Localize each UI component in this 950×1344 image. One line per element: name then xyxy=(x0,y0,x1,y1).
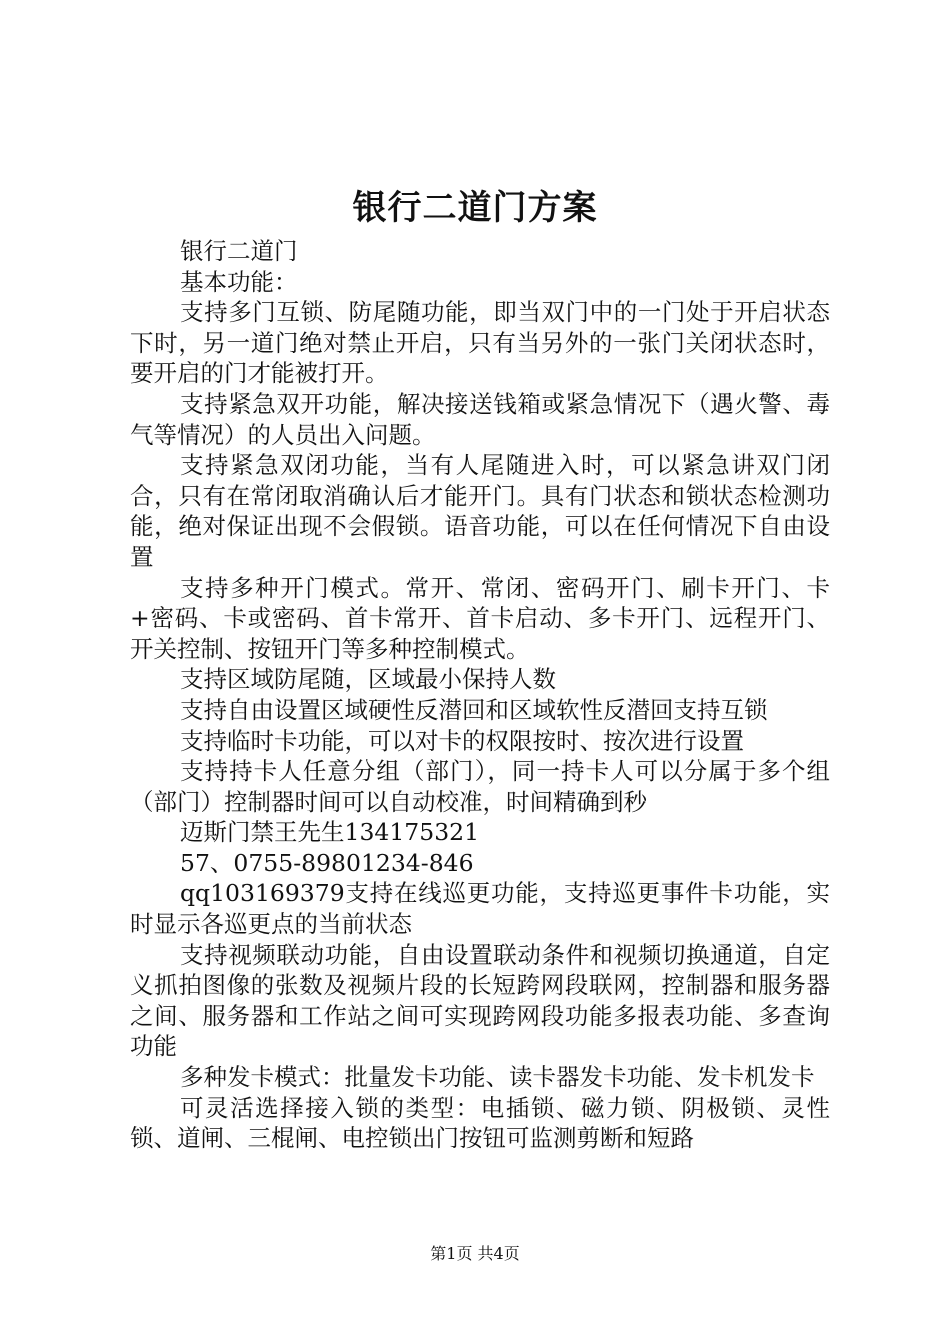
paragraph: 57、0755-89801234-846 xyxy=(180,848,474,877)
paragraph: 支持区域防尾随，区域最小保持人数 xyxy=(180,665,556,694)
paragraph: 迈斯门禁王先生134175321 xyxy=(180,818,480,847)
paragraph: 支持紧急双闭功能，当有人尾随进入时，可以紧急讲双门闭合，只有在常闭取消确认后才能开门。具有门状态和锁状态检测功能，绝对保证出现不会假锁。语音功能，可以在任何情况下自由设置 xyxy=(130,451,830,571)
paragraph: 基本功能： xyxy=(180,267,298,296)
paragraph: 支持多种开门模式。常开、常闭、密码开门、刷卡开门、卡+密码、卡或密码、首卡常开、首卡启动、多卡开门、远程开门、开关控制、按钮开门等多种控制模式。 xyxy=(130,573,830,663)
document-body xyxy=(130,236,830,1154)
paragraph: qq103169379支持在线巡更功能，支持巡更事件卡功能，实时显示各巡更点的当前状态 xyxy=(130,879,830,939)
document-title: 银行二道门方案 xyxy=(352,188,598,228)
paragraph: 支持临时卡功能，可以对卡的权限按时、按次进行设置 xyxy=(180,726,744,755)
paragraph: 多种发卡模式：批量发卡功能、读卡器发卡功能、发卡机发卡 xyxy=(180,1063,815,1092)
paragraph: 支持持卡人任意分组（部门），同一持卡人可以分属于多个组（部门）控制器时间可以自动校准，时间精确到秒 xyxy=(130,757,830,816)
paragraph: 支持视频联动功能，自由设置联动条件和视频切换通道，自定义抓拍图像的张数及视频片段的长短跨网段联网，控制器和服务器之间、服务器和工作站之间可实现跨网段功能多报表功能、多查询功能 xyxy=(130,940,830,1061)
paragraph: 支持多门互锁、防尾随功能，即当双门中的一门处于开启状态下时，另一道门绝对禁止开启，只有当另外的一张门关闭状态时，要开启的门才能被打开。 xyxy=(130,298,830,388)
page-footer: 第1页 共4页 xyxy=(430,1244,520,1263)
paragraph: 银行二道门 xyxy=(180,237,298,265)
paragraph: 可灵活选择接入锁的类型：电插锁、磁力锁、阴极锁、灵性锁、道闸、三棍闸、电控锁出门按钮可监测剪断和短路 xyxy=(130,1093,830,1153)
paragraph: 支持紧急双开功能，解决接送钱箱或紧急情况下（遇火警、毒气等情况）的人员出入问题。 xyxy=(130,389,830,449)
paragraph: 支持自由设置区域硬性反潜回和区域软性反潜回支持互锁 xyxy=(180,695,768,724)
